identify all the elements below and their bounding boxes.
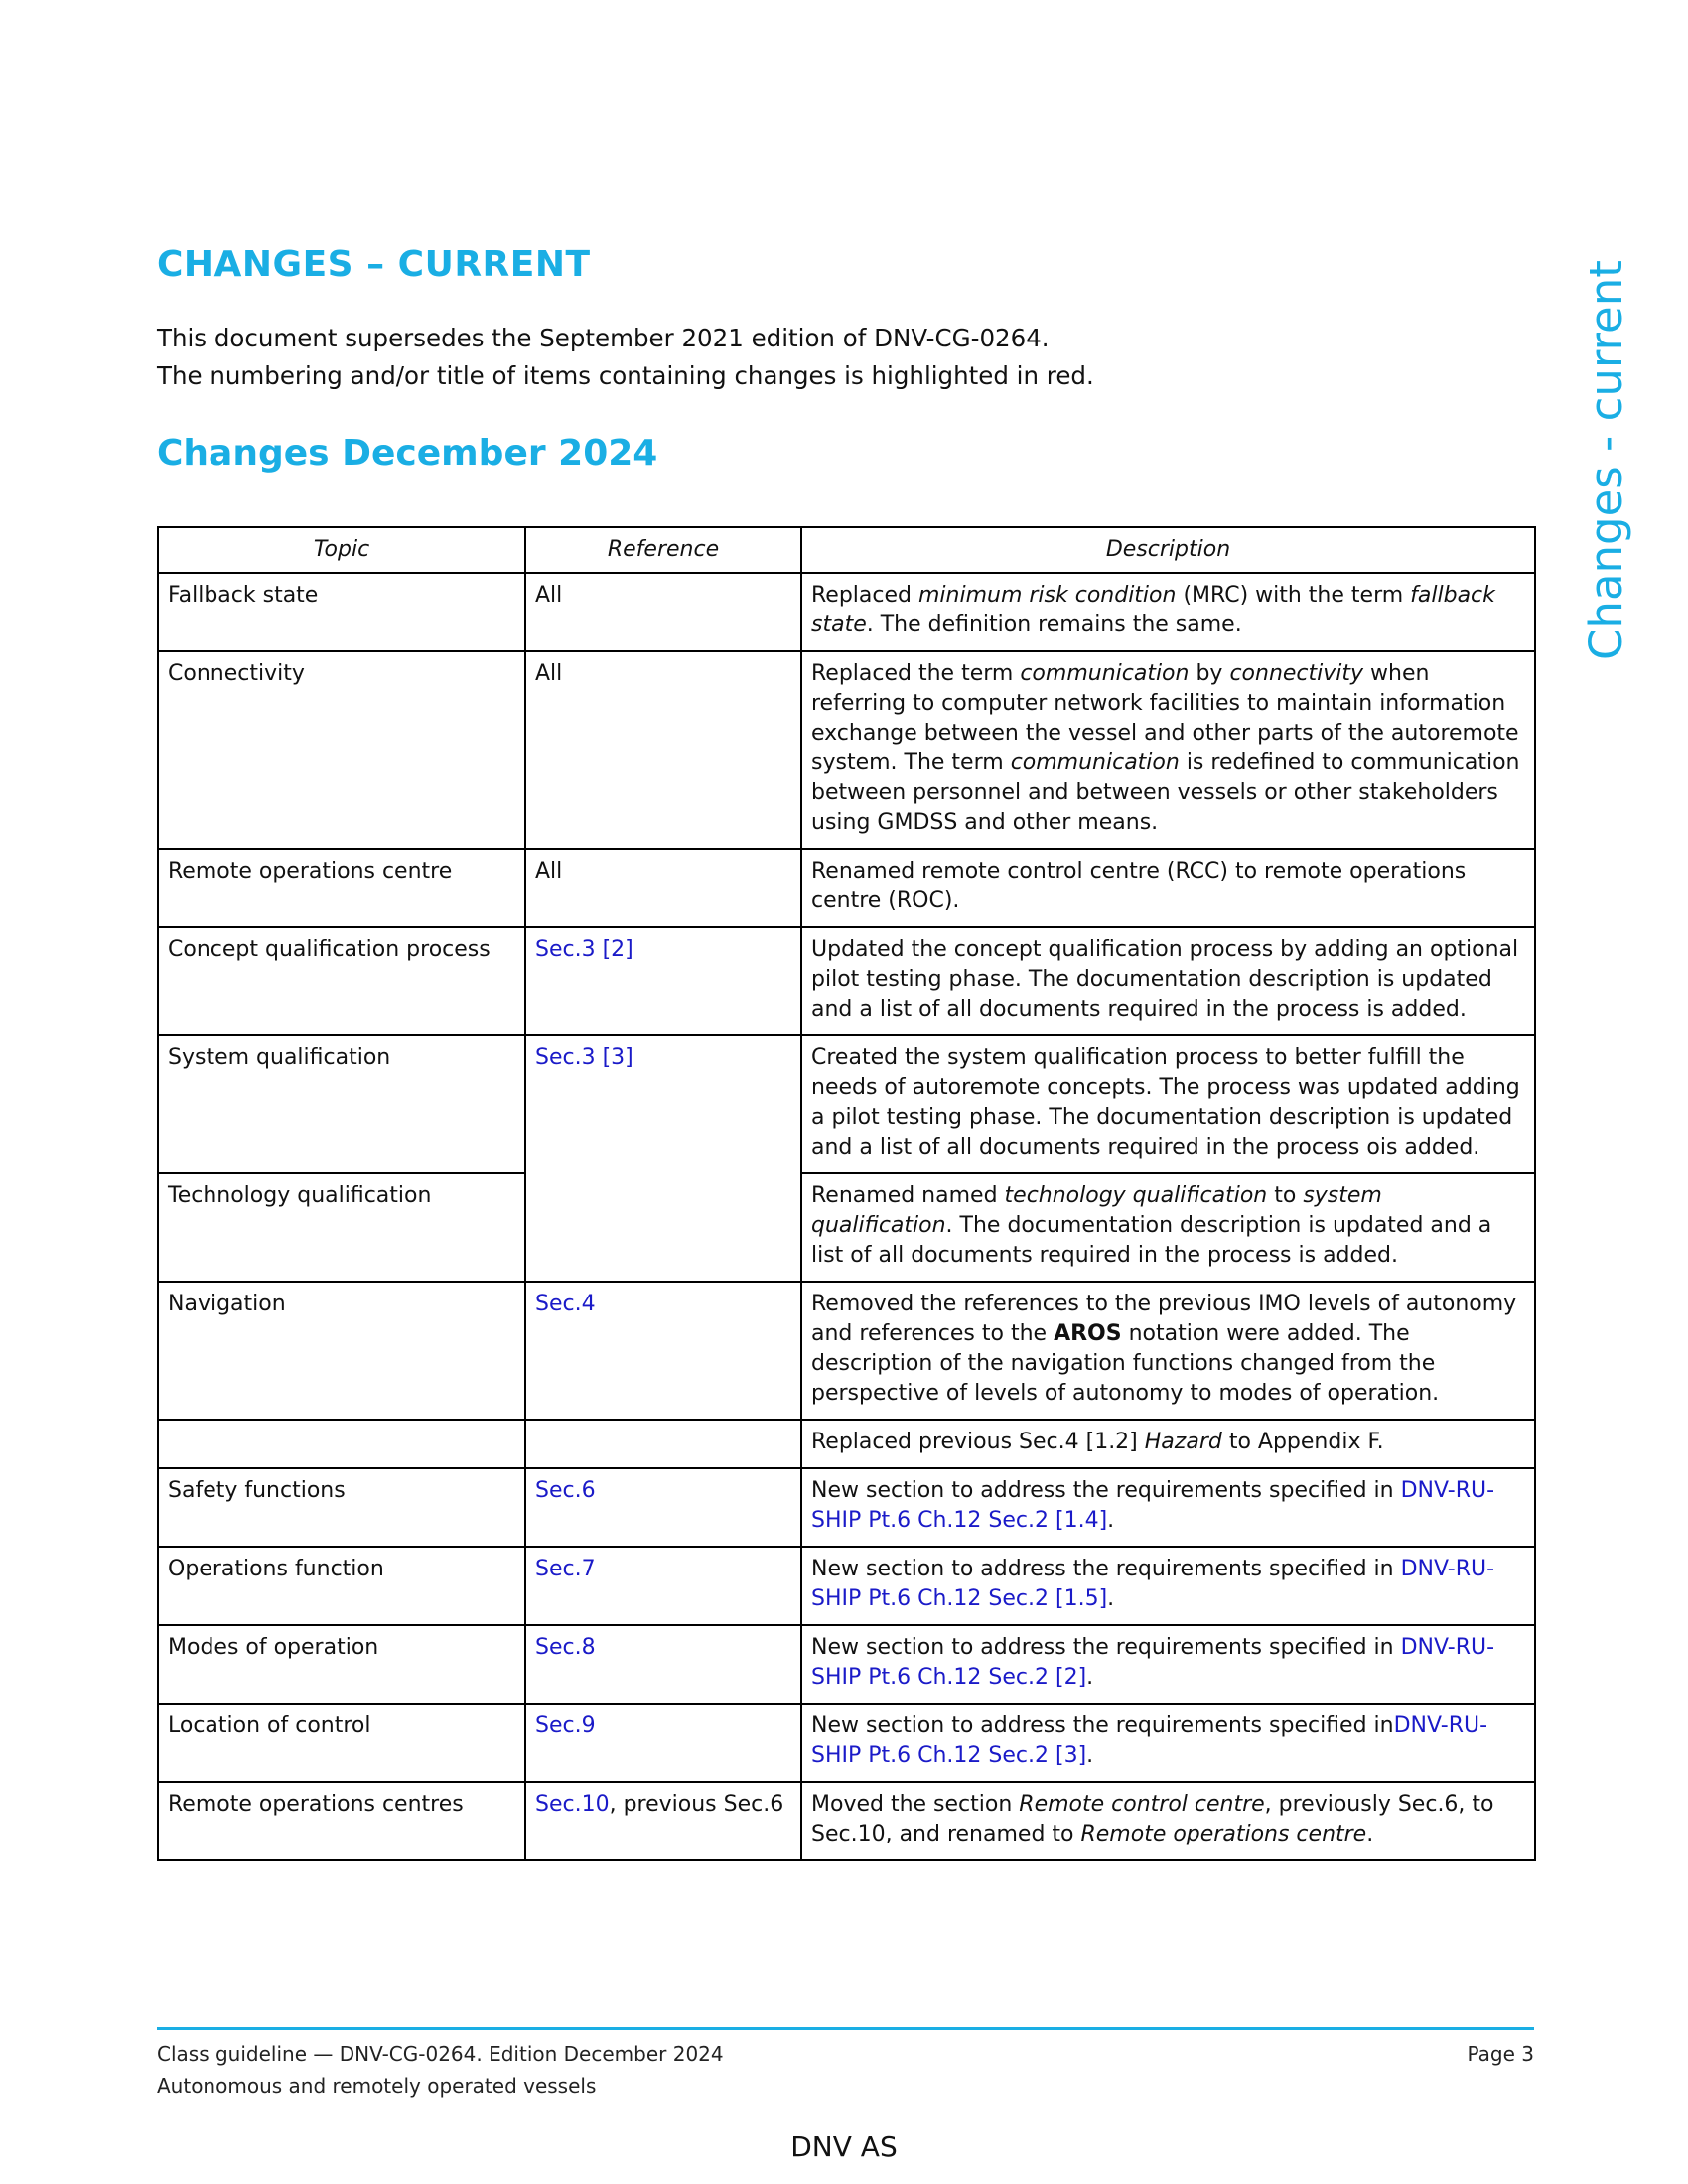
table-row bbox=[158, 1035, 1535, 1173]
description-cell: New section to address the requirements specified inDNV-RU-SHIP Pt.6 Ch.12 Sec.2 [3]. bbox=[801, 1704, 1535, 1782]
footer-left bbox=[157, 2038, 724, 2102]
reference-cell: Sec.10, previous Sec.6 bbox=[525, 1782, 801, 1860]
table-row bbox=[158, 573, 1535, 651]
reference-cell: All bbox=[525, 849, 801, 927]
section-heading: Changes December 2024 bbox=[157, 433, 658, 474]
table-header-row bbox=[158, 527, 1535, 573]
description-cell: Replaced the term communication by connectivity when referring to computer network facilities to maintain information exchange between the vessel and other parts of the autoremote system. The term communication is redefined to communication between personnel and between vessels or other stakeholders using GMDSS and other means. bbox=[801, 651, 1535, 849]
description-cell: New section to address the requirements specified in DNV-RU-SHIP Pt.6 Ch.12 Sec.2 [1.5]. bbox=[801, 1547, 1535, 1625]
description-cell: Created the system qualification process to better fulfill the needs of autoremote concepts. The process was updated adding a pilot testing phase. The documentation description is updated and a list of all documents required in the process ois added. bbox=[801, 1035, 1535, 1173]
rule-link[interactable]: DNV-RU-SHIP Pt.6 Ch.12 Sec.2 [1.5] bbox=[811, 1557, 1495, 1611]
table-row bbox=[158, 927, 1535, 1035]
description-cell: Removed the references to the previous IMO levels of autonomy and references to the AROS notation were added. The description of the navigation functions changed from the perspective of levels of autonomy to modes of operation. bbox=[801, 1282, 1535, 1420]
rule-link[interactable]: DNV-RU-SHIP Pt.6 Ch.12 Sec.2 [1.4] bbox=[811, 1478, 1495, 1533]
rule-link[interactable]: DNV-RU-SHIP Pt.6 Ch.12 Sec.2 [3] bbox=[811, 1713, 1488, 1768]
page-heading: CHANGES – CURRENT bbox=[157, 244, 591, 285]
reference-cell: All bbox=[525, 651, 801, 849]
description-cell: Replaced minimum risk condition (MRC) with the term fallback state. The definition remains the same. bbox=[801, 573, 1535, 651]
table-row bbox=[158, 651, 1535, 849]
footer-document-subtitle: Autonomous and remotely operated vessels bbox=[157, 2074, 597, 2098]
reference-link[interactable]: Sec.7 bbox=[535, 1557, 596, 1581]
description-cell: New section to address the requirements specified in DNV-RU-SHIP Pt.6 Ch.12 Sec.2 [1.4]. bbox=[801, 1468, 1535, 1547]
reference-cell bbox=[525, 1704, 801, 1782]
side-tab-label: Changes - current bbox=[1580, 260, 1632, 660]
table-row bbox=[158, 849, 1535, 927]
description-cell: Replaced previous Sec.4 [1.2] Hazard to Appendix F. bbox=[801, 1420, 1535, 1468]
description-cell: New section to address the requirements specified in DNV-RU-SHIP Pt.6 Ch.12 Sec.2 [2]. bbox=[801, 1625, 1535, 1704]
table-row bbox=[158, 1468, 1535, 1547]
reference-cell bbox=[525, 1547, 801, 1625]
page-number: Page 3 bbox=[1467, 2042, 1534, 2066]
topic-cell: Connectivity bbox=[158, 651, 525, 849]
topic-cell: Remote operations centre bbox=[158, 849, 525, 927]
description-cell: Updated the concept qualification process by adding an optional pilot testing phase. The documentation description is updated and a list of all documents required in the process is added. bbox=[801, 927, 1535, 1035]
reference-link[interactable]: Sec.4 bbox=[535, 1292, 596, 1316]
table-row bbox=[158, 1420, 1535, 1468]
topic-cell: Remote operations centres bbox=[158, 1782, 525, 1860]
reference-cell bbox=[525, 1035, 801, 1282]
intro-text bbox=[157, 320, 1094, 395]
topic-cell: Location of control bbox=[158, 1704, 525, 1782]
header-description: Description bbox=[801, 527, 1535, 573]
footer-divider bbox=[157, 2027, 1534, 2030]
topic-cell: Technology qualification bbox=[158, 1173, 525, 1282]
topic-cell: Modes of operation bbox=[158, 1625, 525, 1704]
reference-link[interactable]: Sec.3 [2] bbox=[535, 937, 633, 962]
intro-line-2: The numbering and/or title of items containing changes is highlighted in red. bbox=[157, 361, 1094, 390]
reference-cell bbox=[525, 1468, 801, 1547]
reference-cell bbox=[525, 1625, 801, 1704]
reference-cell bbox=[525, 1282, 801, 1420]
topic-cell: Concept qualification process bbox=[158, 927, 525, 1035]
table-row bbox=[158, 1547, 1535, 1625]
table-row bbox=[158, 1704, 1535, 1782]
changes-table bbox=[157, 526, 1536, 1861]
intro-line-1: This document supersedes the September 2021 edition of DNV-CG-0264. bbox=[157, 324, 1050, 352]
reference-link[interactable]: Sec.10 bbox=[535, 1792, 610, 1817]
description-cell: Moved the section Remote control centre, previously Sec.6, to Sec.10, and renamed to Remote operations centre. bbox=[801, 1782, 1535, 1860]
topic-cell: Operations function bbox=[158, 1547, 525, 1625]
topic-cell: Fallback state bbox=[158, 573, 525, 651]
header-topic: Topic bbox=[158, 527, 525, 573]
table-row bbox=[158, 1782, 1535, 1860]
reference-cell: All bbox=[525, 573, 801, 651]
table-row bbox=[158, 1282, 1535, 1420]
description-cell: Renamed remote control centre (RCC) to remote operations centre (ROC). bbox=[801, 849, 1535, 927]
rule-link[interactable]: DNV-RU-SHIP Pt.6 Ch.12 Sec.2 [2] bbox=[811, 1635, 1495, 1690]
reference-link[interactable]: Sec.3 [3] bbox=[535, 1045, 633, 1070]
footer-document-title: Class guideline — DNV-CG-0264. Edition December 2024 bbox=[157, 2042, 724, 2066]
company-name: DNV AS bbox=[790, 2130, 898, 2163]
topic-cell: Safety functions bbox=[158, 1468, 525, 1547]
topic-cell: Navigation bbox=[158, 1282, 525, 1420]
topic-cell-empty bbox=[158, 1420, 525, 1468]
reference-link[interactable]: Sec.8 bbox=[535, 1635, 596, 1660]
table-row bbox=[158, 1173, 1535, 1282]
reference-cell-empty bbox=[525, 1420, 801, 1468]
reference-link[interactable]: Sec.9 bbox=[535, 1713, 596, 1738]
topic-cell: System qualification bbox=[158, 1035, 525, 1173]
description-cell: Renamed named technology qualification to system qualification. The documentation description is updated and a list of all documents required in the process is added. bbox=[801, 1173, 1535, 1282]
reference-link[interactable]: Sec.6 bbox=[535, 1478, 596, 1503]
header-reference: Reference bbox=[525, 527, 801, 573]
reference-cell bbox=[525, 927, 801, 1035]
table-row bbox=[158, 1625, 1535, 1704]
